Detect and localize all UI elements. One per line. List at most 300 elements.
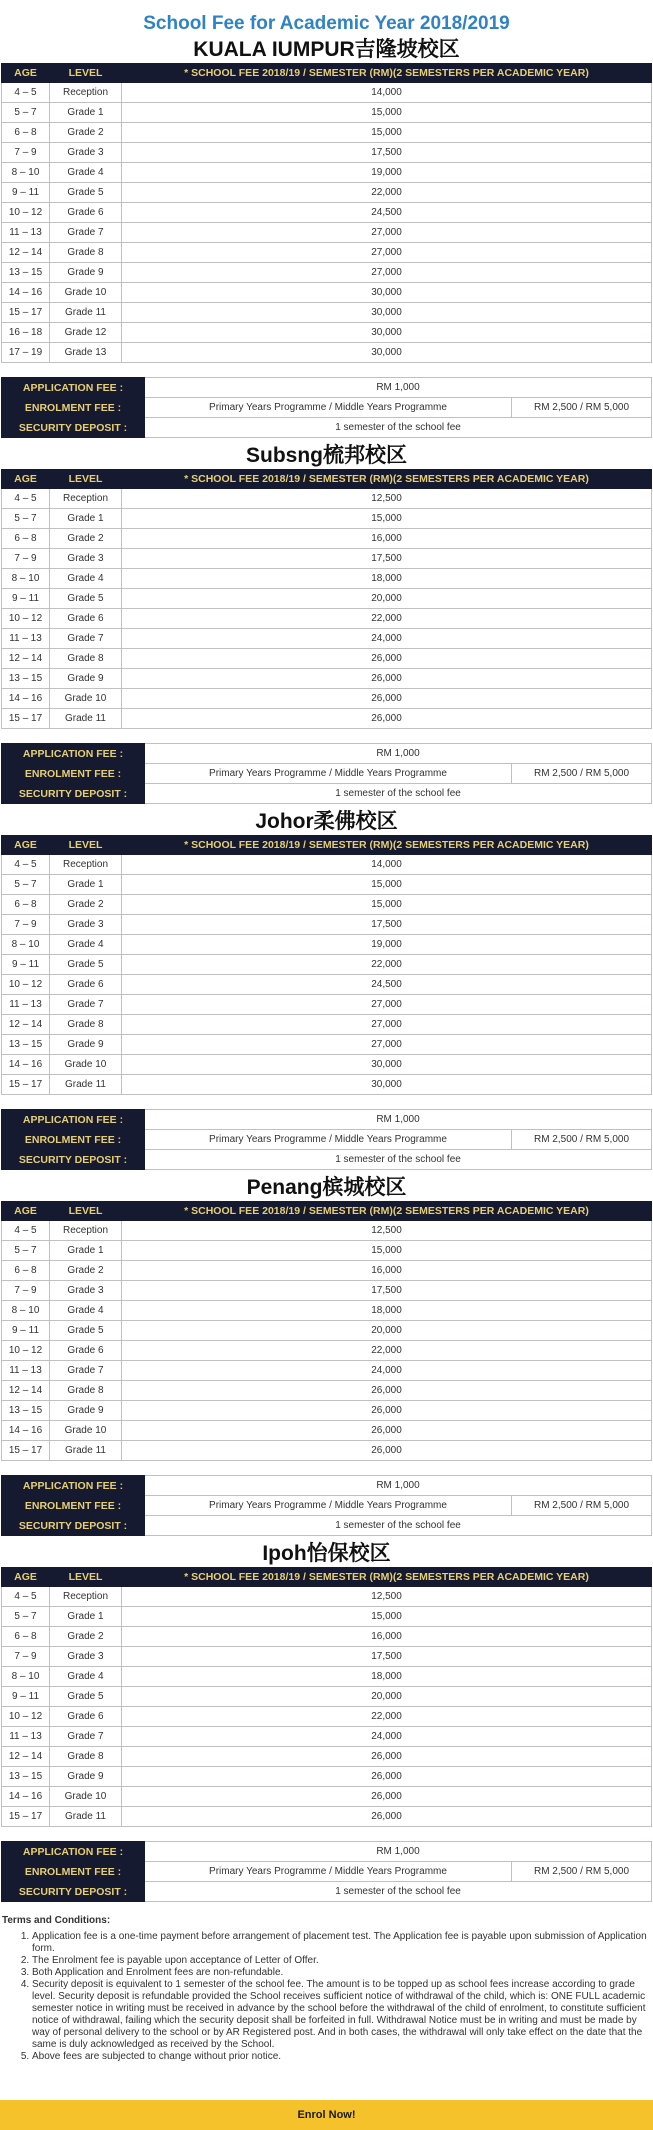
level-cell: Grade 2 [50,1627,122,1647]
fee-cell: 22,000 [122,183,652,203]
security-deposit-value: 1 semester of the school fee [145,784,652,804]
fee-cell: 20,000 [122,1687,652,1707]
level-cell: Grade 4 [50,569,122,589]
table-row [2,1241,652,1261]
fee-cell: 12,500 [122,489,652,509]
level-column-header: LEVEL [50,470,122,489]
age-cell: 10 – 12 [2,1707,50,1727]
application-fee-row [2,378,652,398]
fee-cell: 27,000 [122,223,652,243]
age-cell: 14 – 16 [2,689,50,709]
fee-cell: 26,000 [122,709,652,729]
security-deposit-label: SECURITY DEPOSIT : [2,418,145,438]
enrolment-fee-row [2,764,652,784]
age-cell: 12 – 14 [2,649,50,669]
age-cell: 11 – 13 [2,995,50,1015]
fee-cell: 15,000 [122,1241,652,1261]
level-cell: Grade 1 [50,1241,122,1261]
table-row [2,589,652,609]
level-cell: Grade 11 [50,1075,122,1095]
fee-table-header [2,836,652,855]
campus-section [0,1175,653,1541]
table-row [2,1261,652,1281]
table-row [2,1421,652,1441]
security-deposit-row [2,1516,652,1536]
age-cell: 9 – 11 [2,1321,50,1341]
age-cell: 9 – 11 [2,1687,50,1707]
fee-cell: 17,500 [122,549,652,569]
security-deposit-label: SECURITY DEPOSIT : [2,784,145,804]
fee-cell: 26,000 [122,649,652,669]
table-row [2,1687,652,1707]
table-row [2,649,652,669]
fee-cell: 30,000 [122,1055,652,1075]
level-cell: Reception [50,1587,122,1607]
fee-cell: 27,000 [122,263,652,283]
table-row [2,609,652,629]
table-row [2,569,652,589]
level-cell: Grade 1 [50,509,122,529]
security-deposit-value: 1 semester of the school fee [145,418,652,438]
fee-cell: 26,000 [122,1787,652,1807]
level-cell: Grade 6 [50,1707,122,1727]
level-column-header: LEVEL [50,1202,122,1221]
security-deposit-value: 1 semester of the school fee [145,1882,652,1902]
level-cell: Grade 4 [50,935,122,955]
fee-cell: 22,000 [122,1341,652,1361]
age-cell: 12 – 14 [2,1015,50,1035]
table-row [2,163,652,183]
table-row [2,1075,652,1095]
fee-cell: 14,000 [122,855,652,875]
security-deposit-value: 1 semester of the school fee [145,1150,652,1170]
table-row [2,103,652,123]
table-row [2,1361,652,1381]
level-cell: Grade 9 [50,1401,122,1421]
security-deposit-label: SECURITY DEPOSIT : [2,1150,145,1170]
table-row [2,709,652,729]
terms-item: 2. The Enrolment fee is payable upon acceptance of Letter of Offer. [32,1955,651,1967]
age-column-header: AGE [2,836,50,855]
fee-cell: 15,000 [122,509,652,529]
fee-cell: 15,000 [122,1607,652,1627]
fee-table-header [2,1568,652,1587]
age-cell: 13 – 15 [2,1035,50,1055]
age-cell: 8 – 10 [2,1301,50,1321]
level-cell: Grade 3 [50,143,122,163]
age-column-header: AGE [2,64,50,83]
fee-cell: 16,000 [122,529,652,549]
age-cell: 13 – 15 [2,263,50,283]
table-row [2,1627,652,1647]
age-cell: 4 – 5 [2,1221,50,1241]
level-cell: Grade 7 [50,223,122,243]
age-cell: 11 – 13 [2,1361,50,1381]
table-row [2,1441,652,1461]
age-cell: 13 – 15 [2,1401,50,1421]
level-cell: Reception [50,1221,122,1241]
level-cell: Grade 8 [50,243,122,263]
terms-item: 1. Application fee is a one-time payment before arrangement of placement test. The Application fee is payable upon submission of Application form. [32,1931,651,1955]
campus-title: Penang槟城校区 [246,1176,407,1199]
level-cell: Grade 9 [50,1035,122,1055]
fee-cell: 27,000 [122,1035,652,1055]
fee-cell: 18,000 [122,1667,652,1687]
security-deposit-row [2,784,652,804]
level-cell: Grade 6 [50,975,122,995]
fee-cell: 26,000 [122,689,652,709]
level-cell: Grade 5 [50,183,122,203]
level-cell: Grade 11 [50,1441,122,1461]
age-cell: 4 – 5 [2,83,50,103]
table-row [2,123,652,143]
fee-cell: 30,000 [122,343,652,363]
level-cell: Grade 2 [50,529,122,549]
level-cell: Grade 1 [50,103,122,123]
level-cell: Grade 7 [50,629,122,649]
fee-cell: 15,000 [122,875,652,895]
level-cell: Grade 9 [50,669,122,689]
table-row [2,203,652,223]
table-row [2,323,652,343]
level-cell: Grade 13 [50,343,122,363]
fee-cell: 12,500 [122,1587,652,1607]
age-cell: 11 – 13 [2,1727,50,1747]
age-cell: 8 – 10 [2,163,50,183]
campus-section [0,443,653,809]
level-cell: Reception [50,83,122,103]
level-cell: Grade 10 [50,689,122,709]
application-fee-value: RM 1,000 [145,1110,652,1130]
enrolment-fee-programmes: Primary Years Programme / Middle Years Programme [145,1130,512,1150]
fee-table-header [2,64,652,83]
campus-title: Johor柔佛校区 [255,810,398,833]
level-cell: Grade 10 [50,283,122,303]
fee-cell: 16,000 [122,1627,652,1647]
age-cell: 10 – 12 [2,1341,50,1361]
age-cell: 9 – 11 [2,183,50,203]
level-column-header: LEVEL [50,1568,122,1587]
additional-fees-table [1,1109,652,1170]
age-cell: 16 – 18 [2,323,50,343]
enrolment-fee-row [2,1130,652,1150]
terms-title: Terms and Conditions: [2,1915,111,1926]
table-row [2,1807,652,1827]
fee-column-header: * SCHOOL FEE 2018/19 / SEMESTER (RM)(2 SEMESTERS PER ACADEMIC YEAR) [122,470,652,489]
application-fee-row [2,744,652,764]
table-row [2,1221,652,1241]
fee-table-header [2,1202,652,1221]
enrolment-fee-programmes: Primary Years Programme / Middle Years Programme [145,1496,512,1516]
security-deposit-value: 1 semester of the school fee [145,1516,652,1536]
enrolment-fee-label: ENROLMENT FEE : [2,1496,145,1516]
age-cell: 6 – 8 [2,1627,50,1647]
enrolment-fee-programmes: Primary Years Programme / Middle Years Programme [145,764,512,784]
application-fee-value: RM 1,000 [145,378,652,398]
table-row [2,935,652,955]
fee-cell: 20,000 [122,589,652,609]
age-cell: 8 – 10 [2,569,50,589]
level-cell: Grade 6 [50,1341,122,1361]
fee-cell: 30,000 [122,303,652,323]
table-row [2,143,652,163]
enrolment-fee-programmes: Primary Years Programme / Middle Years Programme [145,398,512,418]
application-fee-row [2,1842,652,1862]
fee-table [1,1201,652,1461]
age-cell: 6 – 8 [2,1261,50,1281]
fee-cell: 12,500 [122,1221,652,1241]
enrolment-fee-label: ENROLMENT FEE : [2,1862,145,1882]
age-column-header: AGE [2,470,50,489]
level-cell: Grade 3 [50,915,122,935]
level-cell: Grade 3 [50,1647,122,1667]
fee-cell: 26,000 [122,1401,652,1421]
terms-item: 4. Security deposit is equivalent to 1 semester of the school fee. The amount is to be topped up as school fees increase according to grade level. Security deposit is refundable provided the School receives sufficient notice of withdrawal of the child, which is: ONE FULL academic semester notice in writing must be received in advance by the school before the withdrawal of the child of enrolment, to constitute sufficient notice of withdrawal, failing which the security deposit shall be forfeited in full. Withdrawal Notice must be in writing and must be made by way of personal delivery to the school or by AR Registered post. And in both cases, the withdrawal will only take effect on the date that the same is duly acknowledged as received by the School. [32,1979,651,2051]
fee-cell: 14,000 [122,83,652,103]
table-row [2,529,652,549]
table-row [2,995,652,1015]
level-cell: Grade 11 [50,303,122,323]
fee-cell: 30,000 [122,1075,652,1095]
age-cell: 6 – 8 [2,529,50,549]
fee-cell: 18,000 [122,569,652,589]
level-cell: Grade 10 [50,1787,122,1807]
age-cell: 5 – 7 [2,875,50,895]
table-row [2,875,652,895]
terms-item: 3. Both Application and Enrolment fees are non-refundable. [32,1967,651,1979]
age-cell: 8 – 10 [2,1667,50,1687]
age-cell: 10 – 12 [2,609,50,629]
table-row [2,223,652,243]
table-row [2,1607,652,1627]
fee-cell: 30,000 [122,283,652,303]
security-deposit-row [2,1882,652,1902]
enrolment-fee-value: RM 2,500 / RM 5,000 [511,764,651,784]
fee-cell: 26,000 [122,1441,652,1461]
table-row [2,1281,652,1301]
security-deposit-row [2,1150,652,1170]
level-cell: Grade 4 [50,163,122,183]
fee-cell: 16,000 [122,1261,652,1281]
table-row [2,263,652,283]
additional-fees-table [1,743,652,804]
level-cell: Grade 1 [50,1607,122,1627]
age-cell: 9 – 11 [2,955,50,975]
level-cell: Grade 10 [50,1055,122,1075]
level-cell: Grade 9 [50,1767,122,1787]
age-cell: 8 – 10 [2,935,50,955]
table-row [2,1787,652,1807]
level-cell: Grade 5 [50,589,122,609]
level-cell: Grade 6 [50,609,122,629]
fee-cell: 24,500 [122,975,652,995]
enrolment-fee-value: RM 2,500 / RM 5,000 [511,1496,651,1516]
level-cell: Grade 1 [50,875,122,895]
table-row [2,1707,652,1727]
age-cell: 12 – 14 [2,1381,50,1401]
age-cell: 7 – 9 [2,1647,50,1667]
fee-cell: 27,000 [122,1015,652,1035]
table-row [2,975,652,995]
table-row [2,343,652,363]
level-cell: Grade 7 [50,995,122,1015]
table-row [2,1727,652,1747]
campus-section [0,37,653,443]
table-row [2,855,652,875]
fee-cell: 26,000 [122,1421,652,1441]
table-row [2,83,652,103]
fee-cell: 22,000 [122,609,652,629]
campus-list [0,37,653,1907]
age-column-header: AGE [2,1568,50,1587]
age-cell: 13 – 15 [2,669,50,689]
level-cell: Grade 8 [50,1381,122,1401]
terms-and-conditions [0,1907,653,2063]
application-fee-row [2,1476,652,1496]
table-row [2,689,652,709]
enrolment-fee-label: ENROLMENT FEE : [2,764,145,784]
level-cell: Grade 8 [50,1747,122,1767]
level-cell: Grade 2 [50,1261,122,1281]
table-row [2,955,652,975]
age-cell: 12 – 14 [2,1747,50,1767]
application-fee-row [2,1110,652,1130]
age-cell: 11 – 13 [2,223,50,243]
age-cell: 4 – 5 [2,1587,50,1607]
level-column-header: LEVEL [50,64,122,83]
fee-table [1,1567,652,1827]
level-cell: Grade 7 [50,1361,122,1381]
level-cell: Grade 6 [50,203,122,223]
enrolment-fee-value: RM 2,500 / RM 5,000 [511,1130,651,1150]
table-row [2,895,652,915]
fee-column-header: * SCHOOL FEE 2018/19 / SEMESTER (RM)(2 SEMESTERS PER ACADEMIC YEAR) [122,1202,652,1221]
table-row [2,303,652,323]
table-row [2,1035,652,1055]
age-cell: 17 – 19 [2,343,50,363]
level-cell: Reception [50,489,122,509]
level-cell: Reception [50,855,122,875]
additional-fees-table [1,1475,652,1536]
security-deposit-label: SECURITY DEPOSIT : [2,1882,145,1902]
age-cell: 4 – 5 [2,489,50,509]
age-cell: 14 – 16 [2,1055,50,1075]
level-cell: Grade 12 [50,323,122,343]
security-deposit-row [2,418,652,438]
application-fee-value: RM 1,000 [145,744,652,764]
level-cell: Grade 4 [50,1301,122,1321]
age-cell: 7 – 9 [2,549,50,569]
age-column-header: AGE [2,1202,50,1221]
table-row [2,489,652,509]
enrol-now-label[interactable]: Enrol Now! [297,2109,356,2121]
fee-cell: 27,000 [122,243,652,263]
enrolment-fee-row [2,398,652,418]
fee-cell: 24,000 [122,1361,652,1381]
age-cell: 15 – 17 [2,709,50,729]
age-cell: 5 – 7 [2,103,50,123]
age-cell: 5 – 7 [2,509,50,529]
table-row [2,1341,652,1361]
enrolment-fee-row [2,1862,652,1882]
enrolment-fee-row [2,1496,652,1516]
fee-column-header: * SCHOOL FEE 2018/19 / SEMESTER (RM)(2 SEMESTERS PER ACADEMIC YEAR) [122,64,652,83]
enrolment-fee-value: RM 2,500 / RM 5,000 [511,1862,651,1882]
level-cell: Grade 2 [50,895,122,915]
level-cell: Grade 5 [50,1687,122,1707]
age-cell: 15 – 17 [2,1441,50,1461]
age-cell: 11 – 13 [2,629,50,649]
table-row [2,1321,652,1341]
age-cell: 6 – 8 [2,123,50,143]
level-cell: Grade 4 [50,1667,122,1687]
age-cell: 7 – 9 [2,1281,50,1301]
table-row [2,669,652,689]
table-row [2,1647,652,1667]
fee-cell: 17,500 [122,1647,652,1667]
application-fee-label: APPLICATION FEE : [2,378,145,398]
fee-cell: 17,500 [122,143,652,163]
application-fee-value: RM 1,000 [145,1476,652,1496]
level-cell: Grade 3 [50,549,122,569]
age-cell: 7 – 9 [2,915,50,935]
level-cell: Grade 7 [50,1727,122,1747]
table-row [2,1747,652,1767]
fee-table [1,469,652,729]
fee-cell: 18,000 [122,1301,652,1321]
table-row [2,283,652,303]
fee-cell: 24,500 [122,203,652,223]
age-cell: 5 – 7 [2,1241,50,1261]
application-fee-label: APPLICATION FEE : [2,744,145,764]
fee-table [1,835,652,1095]
fee-cell: 17,500 [122,1281,652,1301]
fee-cell: 17,500 [122,915,652,935]
level-cell: Grade 8 [50,649,122,669]
table-row [2,183,652,203]
enrolment-fee-value: RM 2,500 / RM 5,000 [511,398,651,418]
campus-title: KUALA IUMPUR吉隆坡校区 [193,38,460,61]
fee-cell: 26,000 [122,1381,652,1401]
application-fee-label: APPLICATION FEE : [2,1476,145,1496]
enrolment-fee-label: ENROLMENT FEE : [2,1130,145,1150]
age-cell: 5 – 7 [2,1607,50,1627]
fee-cell: 15,000 [122,103,652,123]
fee-cell: 22,000 [122,1707,652,1727]
fee-cell: 26,000 [122,1767,652,1787]
fee-cell: 20,000 [122,1321,652,1341]
fee-column-header: * SCHOOL FEE 2018/19 / SEMESTER (RM)(2 SEMESTERS PER ACADEMIC YEAR) [122,1568,652,1587]
fee-cell: 24,000 [122,1727,652,1747]
table-row [2,1381,652,1401]
fee-cell: 26,000 [122,1747,652,1767]
age-cell: 15 – 17 [2,1807,50,1827]
table-row [2,629,652,649]
age-cell: 15 – 17 [2,303,50,323]
fee-column-header: * SCHOOL FEE 2018/19 / SEMESTER (RM)(2 SEMESTERS PER ACADEMIC YEAR) [122,836,652,855]
level-cell: Grade 3 [50,1281,122,1301]
fee-cell: 26,000 [122,1807,652,1827]
table-row [2,509,652,529]
enrolment-fee-label: ENROLMENT FEE : [2,398,145,418]
additional-fees-table [1,1841,652,1902]
level-column-header: LEVEL [50,836,122,855]
page-title: School Fee for Academic Year 2018/2019 [143,13,510,34]
age-cell: 15 – 17 [2,1075,50,1095]
enrol-now-button[interactable] [0,2100,653,2130]
age-cell: 4 – 5 [2,855,50,875]
additional-fees-table [1,377,652,438]
